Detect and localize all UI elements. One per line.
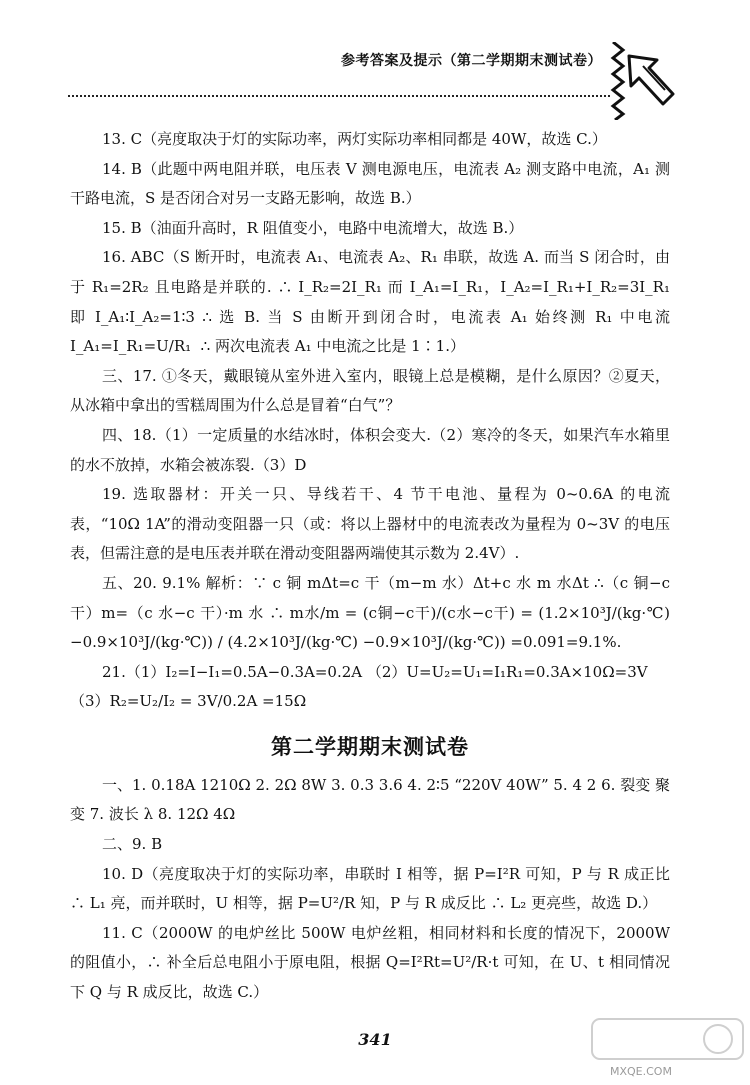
section-title: 第二学期期末测试卷 — [271, 734, 469, 759]
answer-21: 21.（1）I₂=I−I₁=0.5A−0.3A=0.2A （2）U=U₂=U₁=I₁R₁=0.3A×10Ω=3V — [102, 662, 648, 681]
answer-17: 三、17. ①冬天，戴眼镜从室外进入室内，眼镜上总是模糊，是什么原因？②夏天，从冰箱中拿出的雪糕周围为什么总是冒着“白气”？ — [70, 366, 670, 415]
answer-14: 14. B（此题中两电阻并联，电压表 V 测电源电压，电流表 A₂ 测支路中电流，A₁ 测干路电流，S 是否闭合对另一支路无影响，故选 B.） — [70, 159, 670, 208]
header-dotted-rule — [68, 95, 610, 97]
answer-13: 13. C（亮度取决于灯的实际功率，两灯实际功率相同都是 40W，故选 C.） — [102, 130, 607, 148]
answer-content — [70, 125, 675, 1008]
answer-16: 16. ABC（S 断开时，电流表 A₁、电流表 A₂、R₁ 串联，故选 A. 而当 S 闭合时，由于 R₁=2R₂ 且电路是并联的. ∴ I_R₂=2I_R₁ 而 I_A₁=I_R₁，I_A₂=I_R₁+I_R₂=3I_R₁ 即 I_A₁∶I_A₂=1∶3 ∴ 选 B. 当 S 由断开到闭合时，电流表 A₁ 始终测 R₁ 中电流 I_A₁=I_R₁=U/R₁ ∴ 两次电流表 A₁ 中电流之比是 1∶1.） — [70, 248, 675, 356]
answer-9: 二、9. B — [102, 835, 163, 854]
answer-19: 19. 选取器材：开关一只、导线若干、4 节干电池、量程为 0~0.6A 的电流表，“10Ω 1A”的滑动变阻器一只（或：将以上器材中的电流表改为量程为 0~3V 的电压表，但需注意的是电压表并联在滑动变阻器两端使其示数为 2.4V）. — [70, 485, 670, 563]
answer-11: 11. C（2000W 的电炉丝比 500W 电炉丝粗，相同材料和长度的情况下，2000W 的阻值小，∴ 补全后总电阻小于原电阻，根据 Q=I²Rt=U²/R·t 可知，在 U、t 相同情况下 Q 与 R 成反比，故选 C.） — [70, 923, 675, 1002]
answer-15: 15. B（油面升高时，R 阻值变小，电路中电流增大，故选 B.） — [102, 218, 524, 237]
header-title: 参考答案及提示（第二学期期末测试卷） — [341, 53, 602, 69]
arrow-icon — [627, 54, 675, 106]
answer-21-part3: （3）R₂=U₂/I₂ = 3V/0.2A =15Ω — [70, 692, 307, 711]
answer-20: 五、20. 9.1% 解析：∵ c 铜 mΔt=c 干（m−m 水）Δt+c 水 m 水Δt ∴（c 铜−c 干）m=（c 水−c 干）·m 水 ∴ m水/m = (c铜−c干)/(c水−c干) = (1.2×10³J/(kg·℃) −0.9×10³J/(kg·℃)) / (4.2×10³J/(kg·℃) −0.9×10³J/(kg·℃)) =0.091=9.1%. — [70, 573, 675, 652]
zigzag-ornament — [607, 42, 627, 120]
watermark-logo — [590, 1015, 745, 1080]
watermark-text: MXQE.COM — [610, 1065, 672, 1078]
page-number: 341 — [358, 1030, 392, 1049]
answer-18: 四、18.（1）一定质量的水结冰时，体积会变大.（2）寒冷的冬天，如果汽车水箱里的水不放掉，水箱会被冻裂.（3）D — [70, 425, 670, 474]
answer-10: 10. D（亮度取决于灯的实际功率，串联时 I 相等，据 P=I²R 可知，P 与 R 成正比 ∴ L₁ 亮，而并联时，U 相等，据 P=U²/R 知，P 与 R 成反比 ∴ L₂ 更亮些，故选 D.） — [70, 864, 675, 913]
answer-fill-in-1-8: 一、1. 0.18A 1210Ω 2. 2Ω 8W 3. 0.3 3.6 4. 2∶5 “220V 40W” 5. 4 2 6. 裂变 聚变 7. 波长 λ 8. 12Ω 4Ω — [70, 775, 670, 824]
